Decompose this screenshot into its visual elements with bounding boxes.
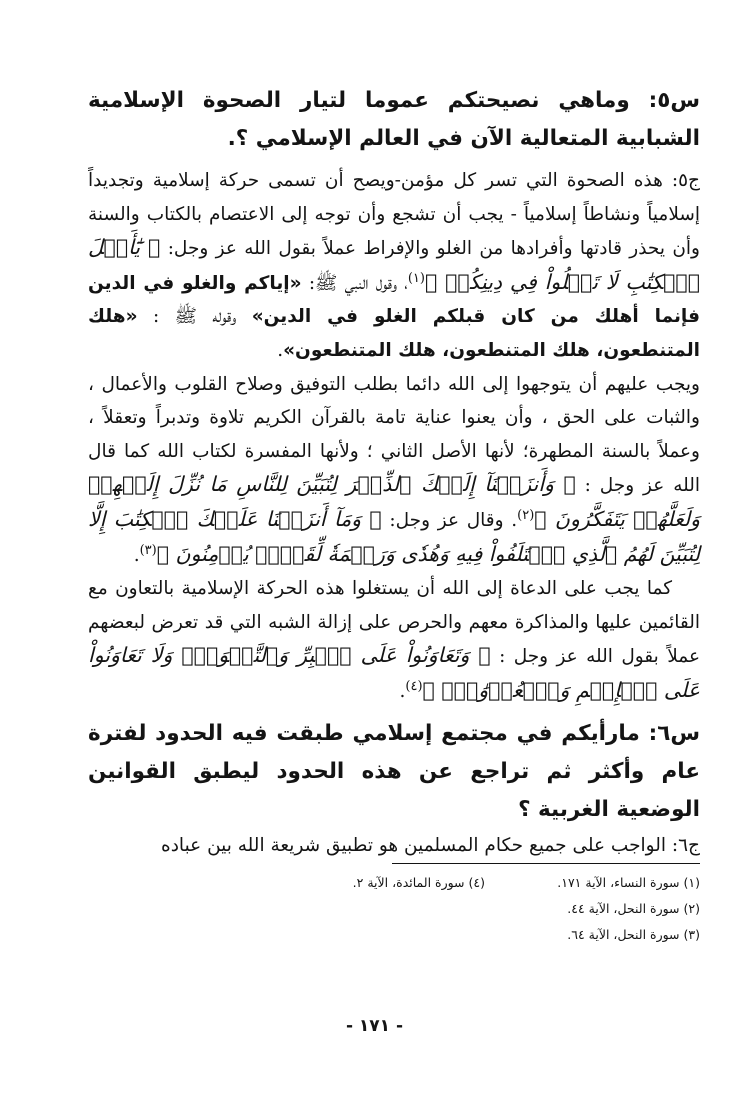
footnote-ref-4: (٤) xyxy=(405,678,423,694)
page-body xyxy=(88,82,700,862)
prophet-saying-intro: ، وقول النبي ﷺ: xyxy=(301,272,408,294)
answer-5-paragraph-3 xyxy=(88,572,700,708)
answer-5-paragraph-1 xyxy=(88,164,700,368)
footnote-row-1 xyxy=(260,870,700,896)
footnote-ref-1: (١) xyxy=(407,270,425,286)
question-5: س٥: وماهي نصيحتكم عموما لتيار الصحوة الإسلامية الشبابية المتعالية الآن في العالم الإسلامي ؟. xyxy=(88,88,700,151)
paragraph-1-end: . xyxy=(277,339,284,361)
hadith-connector: وقوله ﷺ : xyxy=(137,306,252,328)
footnote-divider xyxy=(392,863,700,864)
footnote-3: (٣) سورة النحل، الآية ٦٤. xyxy=(567,927,700,942)
question-6: س٦: مارأيكم في مجتمع إسلامي طبقت فيه الحدود لفترة عام وأكثر ثم تراجع عن هذه الحدود ليطبق القوانين الوضعية الغربية ؟ xyxy=(88,720,700,822)
quran-verse-3: ﴿ وَمَآ أَنزَلۡنَا عَلَيۡكَ ٱلۡكِتَٰبَ إِلَّا لِتُبَيِّنَ لَهُمُ ٱلَّذِي ٱخۡتَلَفُواْ فِيهِ وَهُدٗى وَرَحۡمَةٗ لِّقَوۡمٖ يُؤۡمِنُونَ ﴾ xyxy=(88,506,700,566)
footnotes xyxy=(260,870,700,948)
footnote-ref-2: (٢) xyxy=(517,507,535,523)
paragraph-3-text: كما يجب على الدعاة إلى الله أن يستغلوا هذه الحركة الإسلامية بالتعاون مع القائمين عليها والمذاكرة معهم والحرص على إزالة الشبه التي قد تعرض لبعضهم عملاً بقول الله عز وجل : xyxy=(88,578,700,668)
page-number: - ١٧١ - xyxy=(345,1016,404,1036)
paragraph-2-text: ويجب عليهم أن يتوجهوا إلى الله دائما بطلب التوفيق وصلاح القلوب والأعمال ، والثبات على الحق ، وأن يعنوا عناية تامة بالقرآن الكريم تلاوة وتدبراً وتعقلاً ، وعملاً بالسنة المطهرة؛ لأنها الأصل الثاني ؛ ولأنها المفسرة لكتاب الله كما قال الله عز وجل : xyxy=(88,373,701,497)
paragraph-3-end: . xyxy=(399,680,406,702)
hadith-2: «هلك المتنطعون، هلك المتنطعون، هلك المتنطعون» xyxy=(88,306,700,361)
footnote-1: (١) سورة النساء، الآية ١٧١. xyxy=(557,875,700,890)
paragraph-2-end: . xyxy=(133,544,140,566)
verse-3-intro: . وقال عز وجل: xyxy=(381,509,518,531)
answer-5-intro: ج٥: هذه الصحوة التي تسر كل مؤمن-ويصح أن تسمى حركة إسلامية وتجديداً إسلامياً ونشاطاً إسلامياً - يجب أن تشجع وأن توجه إلى الاعتصام بالكتاب والسنة وأن يحذر قادتها وأفرادها من الغلو والإفراط عملاً بقول الله عز وجل: xyxy=(88,170,700,260)
quran-verse-2: ﴿ وَأَنزَلۡنَآ إِلَيۡكَ ٱلذِّكۡرَ لِتُبَيِّنَ لِلنَّاسِ مَا نُزِّلَ إِلَيۡهِمۡ وَلَعَلَّهُمۡ يَتَفَكَّرُونَ ﴾ xyxy=(88,472,700,531)
answer-6: ج٦: الواجب على جميع حكام المسلمين هو تطبيق شريعة الله بين عباده xyxy=(161,834,700,856)
footnote-4: (٤) سورة المائدة، الآية ٢. xyxy=(352,875,485,890)
answer-5-paragraph-2 xyxy=(88,368,700,573)
quran-verse-4: ﴿ وَتَعَاوَنُواْ عَلَى ٱلۡبِرِّ وَٱلتَّقۡوَىٰۖ وَلَا تَعَاوَنُواْ عَلَى ٱلۡإِثۡمِ وَٱلۡعُدۡوَٰنِۚ ﴾ xyxy=(88,643,700,702)
footnote-ref-3: (٣) xyxy=(139,542,157,558)
hadith-1: «إياكم والغلو في الدين فإنما أهلك من كان قبلكم الغلو في الدين» xyxy=(88,272,700,328)
quran-verse-1: ﴿ يَٰٓأَهۡلَ ٱلۡكِتَٰبِ لَا تَغۡلُواْ فِي دِينِكُمۡ ﴾ xyxy=(88,235,700,294)
footnote-2: (٢) سورة النحل، الآية ٤٤. xyxy=(567,901,700,916)
